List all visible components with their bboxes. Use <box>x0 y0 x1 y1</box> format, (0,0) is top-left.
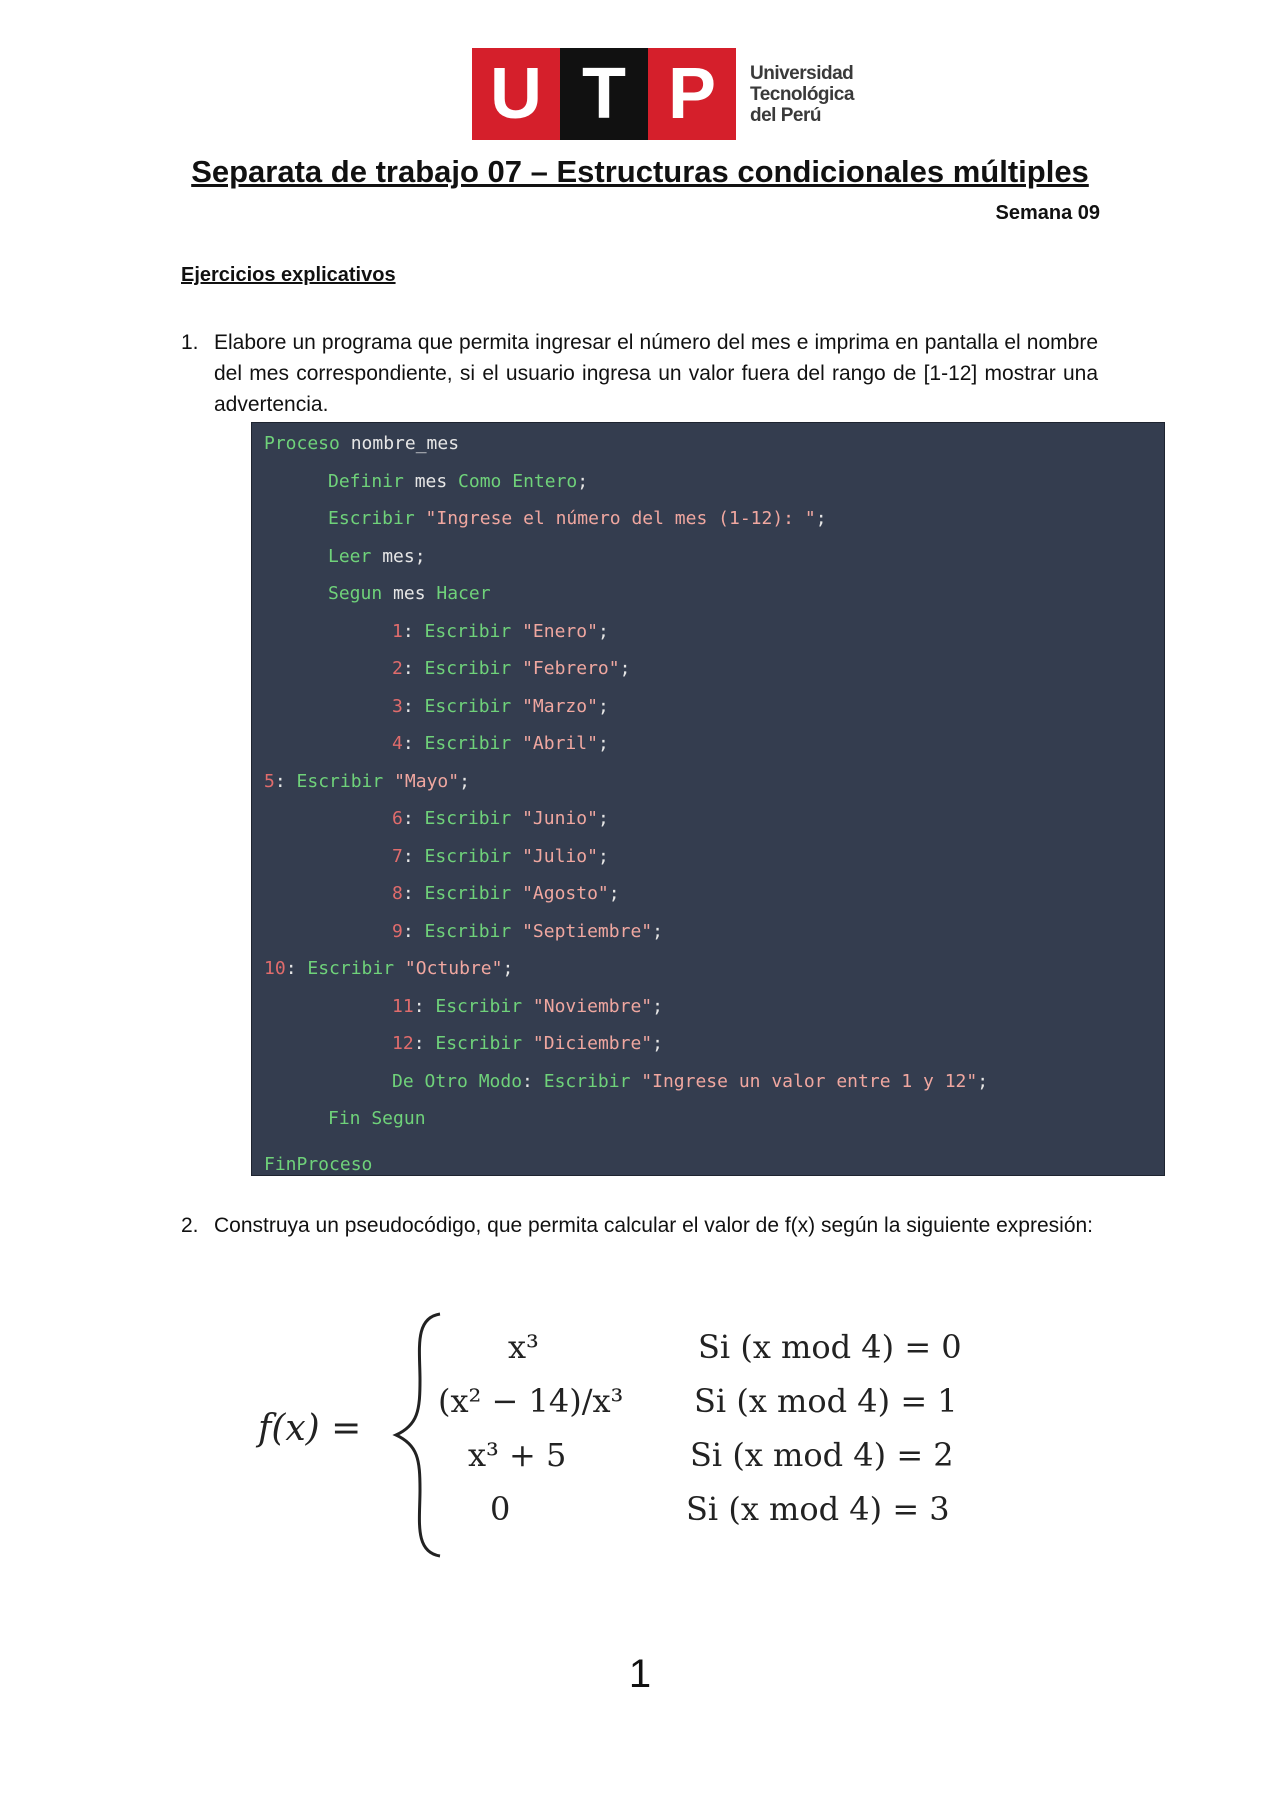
code-token <box>511 808 522 829</box>
code-token: 10 <box>264 958 286 979</box>
code-token <box>630 1071 641 1092</box>
logo-letter-p: P <box>648 48 736 140</box>
code-token: Segun <box>328 583 383 604</box>
code-token: 4 <box>392 733 403 754</box>
code-token: ; <box>577 470 589 492</box>
code-token: Escribir <box>424 620 512 642</box>
code-token: Escribir <box>424 733 512 754</box>
code-token: ; <box>597 845 609 867</box>
code-token: : <box>402 620 425 642</box>
code-token: ; <box>502 958 514 979</box>
logo-letter-u: U <box>472 48 560 140</box>
code-token: "Septiembre" <box>522 920 653 942</box>
code-token: Escribir <box>307 958 395 979</box>
case-4-cond: Si (x mod 4) = 3 <box>686 1490 950 1528</box>
code-token: ; <box>608 883 620 904</box>
code-line <box>328 546 426 567</box>
code-token: Definir <box>328 470 404 492</box>
case-2-cond: Si (x mod 4) = 1 <box>694 1382 958 1420</box>
code-token: FinProceso <box>264 1153 373 1175</box>
code-token: mes; <box>371 545 426 567</box>
code-token <box>511 883 522 904</box>
exercise-1-number: 1. <box>181 331 199 354</box>
code-token: Escribir <box>424 808 512 829</box>
case-4-expr: 0 <box>490 1490 511 1528</box>
logo-text <box>750 63 854 126</box>
code-token: "Enero" <box>522 620 598 642</box>
code-token: "Agosto" <box>522 883 609 904</box>
code-token: "Ingrese el número del mes (1-12): " <box>425 508 816 529</box>
code-token: : <box>402 658 425 679</box>
code-line <box>264 1154 372 1175</box>
code-line <box>392 996 663 1017</box>
code-token: ; <box>597 620 609 642</box>
code-token: Escribir <box>424 695 512 717</box>
code-token: mes <box>382 583 437 604</box>
code-line <box>392 621 609 642</box>
logo-line-1: Universidad <box>750 62 854 84</box>
code-token: Escribir <box>424 845 512 867</box>
code-token: Escribir <box>435 1033 523 1054</box>
exercise-1-text: Elabore un programa que permita ingresar el número del mes e imprima en pantalla el nombre del mes correspondiente, si el usuario ingresa un valor fuera del rango de [1-12] mostrar una advertencia. <box>214 331 1098 416</box>
code-token: ; <box>459 770 470 792</box>
code-token: Leer <box>328 545 372 567</box>
code-token <box>511 658 522 679</box>
case-3-cond: Si (x mod 4) = 2 <box>690 1436 954 1474</box>
code-token: : <box>402 808 425 829</box>
code-line <box>264 433 459 454</box>
piecewise-formula <box>258 1300 1018 1560</box>
code-line <box>392 696 609 717</box>
code-token: 8 <box>392 883 403 904</box>
code-token: 5 <box>264 770 275 792</box>
document-title: Separata de trabajo 07 – Estructuras condicionales múltiples <box>191 154 1089 189</box>
code-token: Como Entero <box>458 470 578 492</box>
exercise-2-text: Construya un pseudocódigo, que permita calcular el valor de f(x) según la siguiente expresión: <box>214 1214 1094 1237</box>
logo-line-3: del Perú <box>750 104 821 126</box>
code-token: ; <box>977 1070 989 1092</box>
code-token: 11 <box>392 995 414 1017</box>
code-token: 3 <box>392 695 403 717</box>
exercise-2 <box>181 1210 1098 1241</box>
code-line <box>392 733 609 754</box>
week-label: Semana 09 <box>995 202 1100 224</box>
logo-letter-t: T <box>560 48 648 140</box>
code-token: Escribir <box>328 508 415 529</box>
code-token: 6 <box>392 808 403 829</box>
code-token: "Diciembre" <box>532 1033 653 1054</box>
code-token: "Julio" <box>522 845 598 867</box>
code-token: ; <box>597 808 609 829</box>
code-token: De Otro Modo <box>392 1070 523 1092</box>
code-token: : <box>402 845 425 867</box>
logo-line-2: Tecnológica <box>750 83 854 105</box>
code-token: "Ingrese un valor entre 1 y 12" <box>641 1070 978 1092</box>
code-token: 12 <box>392 1033 414 1054</box>
code-token: "Noviembre" <box>532 995 653 1017</box>
code-token: ; <box>597 695 609 717</box>
utp-logo <box>472 48 854 140</box>
code-token: ; <box>597 733 609 754</box>
code-token: "Junio" <box>522 808 598 829</box>
code-token <box>511 621 522 642</box>
code-token: Escribir <box>543 1070 631 1092</box>
code-token <box>415 508 426 529</box>
code-token: Fin Segun <box>328 1108 426 1129</box>
code-line <box>392 1033 663 1054</box>
code-token: 9 <box>392 920 403 942</box>
code-line <box>392 921 663 942</box>
code-token <box>511 733 522 754</box>
section-heading: Ejercicios explicativos <box>181 264 396 286</box>
formula-lhs: f(x) = <box>258 1408 362 1449</box>
case-1-expr: x³ <box>508 1328 539 1366</box>
code-token <box>383 771 394 792</box>
code-token: ; <box>652 1033 663 1054</box>
code-token: "Octubre" <box>404 958 503 979</box>
code-token <box>394 958 405 979</box>
code-token: : <box>285 958 308 979</box>
code-token: Proceso <box>264 433 340 454</box>
code-line <box>392 846 609 867</box>
code-token: ; <box>652 920 663 942</box>
code-line <box>264 771 470 792</box>
exercise-2-number: 2. <box>181 1214 199 1237</box>
code-line <box>392 808 609 829</box>
code-token: 7 <box>392 845 403 867</box>
code-token <box>511 696 522 717</box>
code-line <box>328 508 827 529</box>
code-token: Escribir <box>424 658 512 679</box>
case-1-cond: Si (x mod 4) = 0 <box>698 1328 962 1366</box>
exercise-1 <box>181 327 1098 420</box>
code-line <box>328 1108 426 1129</box>
code-token <box>522 1033 533 1054</box>
code-block <box>251 422 1165 1176</box>
page-number: 1 <box>628 1652 652 1696</box>
code-token: : <box>402 733 425 754</box>
code-token: 1 <box>392 620 403 642</box>
code-token: : <box>402 920 425 942</box>
code-token: ; <box>652 995 663 1017</box>
code-token: mes <box>403 470 459 492</box>
code-token: Escribir <box>435 995 523 1017</box>
case-3-expr: x³ + 5 <box>468 1436 567 1474</box>
code-token: "Abril" <box>522 733 598 754</box>
code-token: : <box>522 1070 544 1092</box>
code-token: nombre_mes <box>339 433 460 454</box>
code-line <box>264 958 513 979</box>
code-token: Escribir <box>424 883 512 904</box>
code-line <box>328 471 588 492</box>
code-line <box>392 883 620 904</box>
code-line <box>392 658 630 679</box>
code-line <box>392 1071 988 1092</box>
code-token: : <box>274 770 297 792</box>
code-token: ; <box>619 658 631 679</box>
code-token: : <box>413 1033 436 1054</box>
code-token: Escribir <box>424 920 512 942</box>
code-token: "Marzo" <box>522 695 598 717</box>
code-token: 2 <box>392 658 403 679</box>
code-token: : <box>413 995 436 1017</box>
case-2-expr: (x² − 14)/x³ <box>438 1382 624 1420</box>
code-token: "Febrero" <box>522 658 620 679</box>
code-token: Hacer <box>436 583 491 604</box>
code-line <box>328 583 491 604</box>
code-token <box>511 921 522 942</box>
code-token: ; <box>815 508 827 529</box>
code-token: "Mayo" <box>394 770 460 792</box>
code-token: Escribir <box>296 770 384 792</box>
code-token: : <box>402 695 425 717</box>
code-token <box>511 846 522 867</box>
left-brace-icon <box>388 1310 448 1560</box>
code-token: : <box>402 883 425 904</box>
code-token <box>522 996 533 1017</box>
